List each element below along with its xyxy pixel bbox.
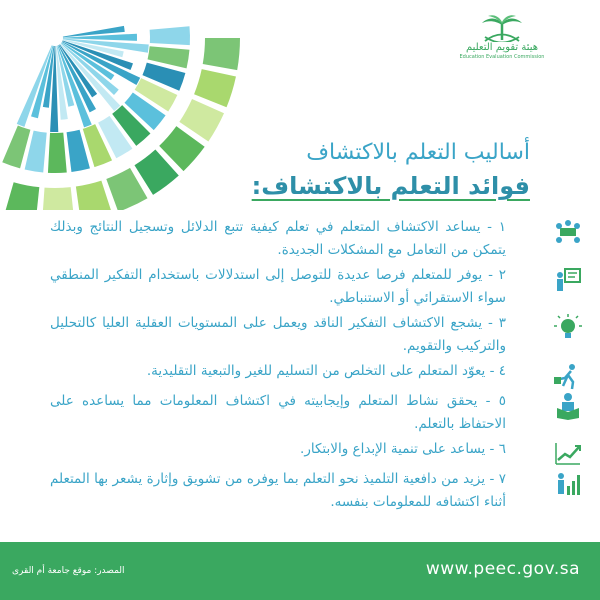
burst-segment [76, 181, 112, 210]
burst-segment [150, 26, 190, 45]
list-item [50, 216, 542, 264]
item-text: ٧ - يزيد من دافعية التلميذ نحو التعلم بما يوفره من تشويق وإثارة يشعر بها المتعلم أثناء اكتشافه للمعلومات بنفسه. [50, 471, 506, 510]
palm-swords-logo-icon [479, 14, 525, 42]
burst-segment [2, 125, 30, 168]
list-item [50, 264, 542, 312]
source-credit: المصدر: موقع جامعة أم القرى [12, 566, 125, 576]
burst-segment [203, 38, 240, 70]
reader-icon [554, 392, 582, 420]
list-item [50, 438, 542, 468]
item-text: ٣ - يشجع الاكتشاف التفكير الناقد ويعمل على المستويات العقلية العليا كالتحليل والتركيب والتقويم. [50, 315, 506, 354]
presenter-board-icon [554, 266, 582, 294]
footer-bar [0, 542, 600, 600]
team-meeting-icon [554, 218, 582, 246]
decorative-burst-graphic [0, 0, 260, 210]
item-text: ٢ - يوفر للمتعلم فرصا عديدة للتوصل إلى استدلالات باستخدام التفكير المنطقي سواء الاستقرائي أو الاستنباطي. [50, 267, 506, 306]
list-item [50, 360, 542, 390]
benefits-list [50, 216, 542, 516]
website-link[interactable]: www.peec.gov.sa [425, 559, 580, 579]
bar-chart-person-icon [554, 470, 582, 498]
section-heading: فوائد التعلم بالاكتشاف: [251, 172, 530, 200]
item-text: ٥ - يحقق نشاط المتعلم وإيجابيته في اكتشاف المعلومات مما يساعده على الاحتفاظ بالتعلم. [50, 393, 506, 432]
list-item [50, 390, 542, 438]
logo-english-text: Education Evaluation Commission [459, 54, 545, 60]
growth-chart-icon [554, 440, 582, 468]
item-text: ٦ - يساعد على تنمية الإبداع والابتكار. [300, 441, 506, 457]
burst-segment [194, 69, 236, 107]
burst-segment [42, 187, 74, 210]
logo [442, 14, 562, 61]
burst-segment [4, 182, 39, 210]
list-item [50, 468, 542, 516]
page-title: أساليب التعلم بالاكتشاف [306, 140, 530, 165]
list-item [50, 312, 542, 360]
lightbulb-icon [554, 314, 582, 342]
item-text: ٤ - يعوّد المتعلم على التخلص من التسليم للغير والتبعية التقليدية. [146, 363, 506, 379]
logo-arabic-text: هيئة تقويم التعليم [465, 42, 539, 53]
burst-segment [48, 133, 67, 173]
item-text: ١ - يساعد الاكتشاف المتعلم في تعلم كيفية تتبع الدلائل وتسجيل النتائج وبذلك يتمكن من التعامل مع المشكلات الجديدة. [50, 219, 506, 258]
person-pushing-icon [554, 362, 582, 390]
